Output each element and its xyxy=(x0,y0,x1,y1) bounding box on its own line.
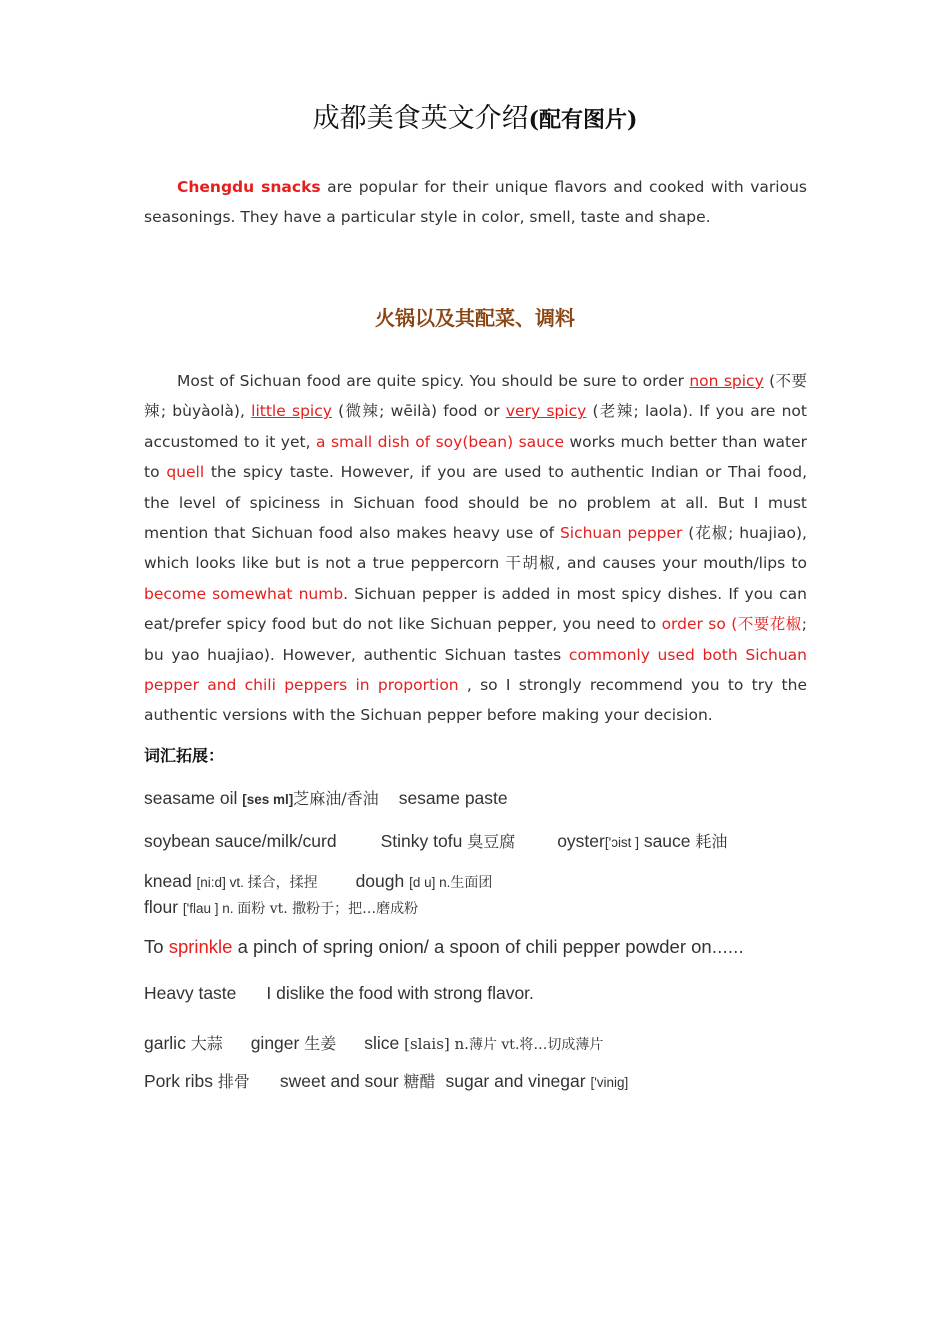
vocab-garlic: garlic xyxy=(144,1033,191,1053)
body-paragraph xyxy=(144,366,807,731)
body-text-4: ( xyxy=(331,402,345,421)
vocab-phonetic: ['ɔist ] xyxy=(604,835,639,850)
term-quell: quell xyxy=(166,463,205,482)
vocab-sauce: sauce xyxy=(638,831,696,851)
vocab-cn: 生面团 xyxy=(450,875,493,891)
term-little-spicy: little spicy xyxy=(251,402,332,421)
term-soy-sauce: a small dish of soy(bean) sauce xyxy=(315,432,565,451)
cn-huajiao: 花椒 xyxy=(694,524,729,543)
section-title: 火锅以及其配菜、调料 xyxy=(375,306,575,330)
term-non-spicy: non spicy xyxy=(689,372,764,390)
vocab-cn: 臭豆腐 xyxy=(467,832,516,851)
cn-very-spicy: 老辣 xyxy=(598,402,634,421)
vocab-cn: 生姜 xyxy=(304,1034,337,1053)
body-text-14: ; bu yao huajiao). However, authentic Sichuan tastes xyxy=(144,615,807,664)
vocab-cn: 排骨 xyxy=(217,1072,250,1091)
vocab-line-5 xyxy=(144,936,744,958)
vocab-slice: slice xyxy=(364,1033,405,1053)
intro-paragraph xyxy=(144,172,807,232)
vocab-line-2 xyxy=(144,829,727,852)
term-proportion: commonly used both Sichuan pepper and chili peppers in proportion xyxy=(144,645,807,695)
body-text-13: . Sichuan pepper is added in most spicy dishes. If you can eat/prefer spicy food but do not like Sichuan pepper, you need to xyxy=(144,584,807,634)
cn-little-spicy: 微辣 xyxy=(344,402,380,421)
vocab-phonetic: [ses ml] xyxy=(242,792,294,807)
vocab-ellipsis: …… xyxy=(711,938,744,957)
vocab-cn: 耗油 xyxy=(695,832,728,851)
vocab-dislike-sentence: I dislike the food with strong flavor. xyxy=(266,983,534,1003)
body-text-6: ( xyxy=(586,402,599,421)
term-sichuan-pepper: Sichuan pepper xyxy=(559,524,683,543)
vocab-heading: 词汇拓展： xyxy=(144,746,225,765)
body-text-1: Most of Sichuan food are quite spicy. You should be sure to order xyxy=(177,372,690,390)
body-text-8: works much better than water to xyxy=(144,432,808,482)
vocab-cn: 糖醋 xyxy=(403,1072,436,1091)
vocab-cn: 大蒜 xyxy=(190,1034,223,1053)
page-title xyxy=(0,96,950,135)
cn-peppercorn: 干胡椒 xyxy=(505,554,556,573)
title-suffix: (配有图片) xyxy=(528,107,638,133)
vocab-cn: 面粉 vt. 撒粉于；把…磨成粉 xyxy=(237,901,419,917)
vocab-line-1 xyxy=(144,786,508,809)
vocab-line-3 xyxy=(144,871,492,892)
vocab-cn: 芝麻油/香油 xyxy=(293,789,379,808)
vocab-line-7 xyxy=(144,1031,603,1054)
body-text-11: ; huajiao), which looks like but is not a true peppercorn xyxy=(144,524,807,573)
vocab-sesame-oil: seasame oil xyxy=(144,788,243,808)
body-text-9: the spicy taste. However, if you are used to authentic Indian or Thai food, the level of spiciness in Sichuan food should be no problem at all. But I must mention that Sichuan food also makes heavy use of xyxy=(144,463,807,543)
vocab-line-6 xyxy=(144,983,534,1004)
body-text-15: , so I strongly recommend you to try the authentic versions with the Sichuan pepper before making your decision. xyxy=(144,676,807,725)
title-main: 成都美食英文介绍 xyxy=(312,103,529,134)
vocab-pork-ribs: Pork ribs xyxy=(144,1071,218,1091)
vocab-knead: knead xyxy=(144,871,197,891)
body-text-5: ; wēilà) food or xyxy=(379,402,506,421)
vocab-line-8 xyxy=(144,1069,628,1092)
vocab-sprinkle-sentence: a pinch of spring onion/ a spoon of chili pepper powder on xyxy=(232,936,712,957)
cn-no-spicy: 不要辣 xyxy=(144,372,807,421)
term-numb: become somewhat numb xyxy=(144,584,344,603)
vocab-sweet-sour: sweet and sour xyxy=(279,1071,404,1091)
vocab-phonetic: [slais] n. xyxy=(404,1035,469,1053)
vocab-heavy-taste: Heavy taste xyxy=(144,983,237,1003)
vocab-ginger: ginger xyxy=(250,1033,305,1053)
vocab-flour: flour xyxy=(144,897,183,917)
body-text-2: ( xyxy=(763,372,776,390)
vocab-phonetic: ['vinig] xyxy=(590,1075,629,1090)
vocab-dough: dough xyxy=(355,871,410,891)
term-very-spicy: very spicy xyxy=(505,402,587,421)
vocab-phonetic: ['flau ] n. xyxy=(182,901,238,916)
body-text-12: , and causes your mouth/lips to xyxy=(555,554,807,573)
term-order-so: order so ( xyxy=(661,615,738,634)
vocab-phonetic: [d u] n. xyxy=(409,875,451,890)
body-text-10: ( xyxy=(682,524,695,543)
intro-highlight: Chengdu snacks xyxy=(177,178,321,196)
vocab-soybean: soybean sauce/milk/curd xyxy=(144,831,337,851)
intro-text: are popular for their unique flavors and cooked with various seasonings. They have a particular style in color, smell, taste and shape. xyxy=(144,178,807,226)
body-text-7: ; laola). If you are not accustomed to it yet, xyxy=(144,402,807,451)
vocab-stinky-tofu: Stinky tofu xyxy=(380,831,468,851)
vocab-line-4 xyxy=(144,897,418,918)
vocab-phonetic: [ni:d] vt. xyxy=(196,875,248,890)
vocab-sesame-paste: sesame paste xyxy=(398,788,508,808)
vocab-oyster: oyster xyxy=(557,831,605,851)
vocab-cn: 揉合，揉捏 xyxy=(247,875,318,891)
vocab-cn: 薄片 vt.将…切成薄片 xyxy=(468,1037,604,1053)
cn-no-huajiao: 不要花椒 xyxy=(737,615,802,634)
vocab-sprinkle: sprinkle xyxy=(168,936,233,957)
vocab-sugar-vinegar: sugar and vinegar xyxy=(445,1071,591,1091)
body-text-3: ; bùyàolà), xyxy=(160,402,252,421)
vocab-to: To xyxy=(144,936,169,957)
